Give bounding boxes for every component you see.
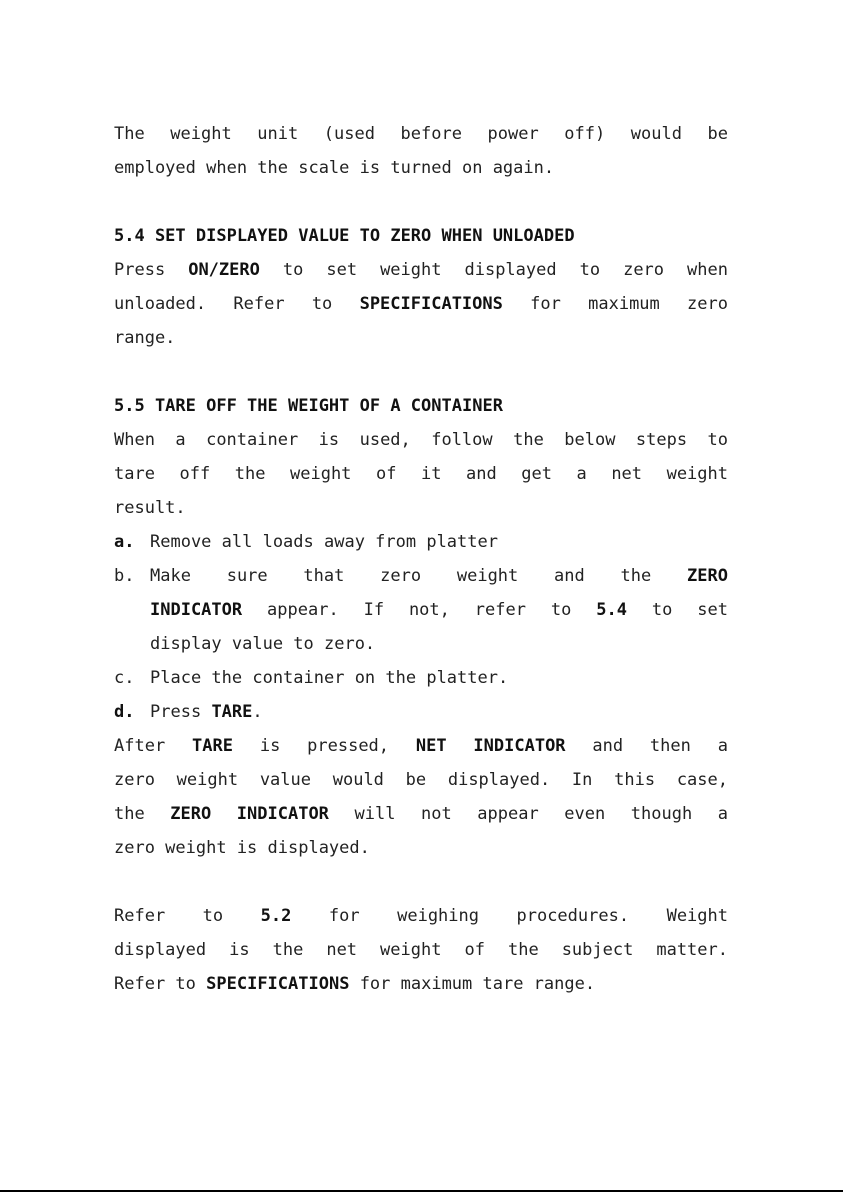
section-5-4-ref: 5.4	[596, 600, 627, 620]
step-a-marker: a.	[114, 532, 135, 552]
section-5-4-line-3: range.	[114, 328, 176, 348]
manual-page	[114, 117, 728, 1001]
after-tare-line-1: After TARE is pressed, NET INDICATOR and then a	[114, 736, 728, 756]
section-5-5-heading: 5.5 TARE OFF THE WEIGHT OF A CONTAINER	[114, 396, 503, 416]
refer-line-2: displayed is the net weight of the subject matter.	[114, 940, 728, 960]
step-c	[114, 661, 728, 695]
net-indicator-ref: NET INDICATOR	[415, 736, 566, 756]
step-b-line-2: INDICATOR appear. If not, refer to 5.4 to set	[150, 600, 728, 620]
after-tare-line-4: zero weight is displayed.	[114, 838, 370, 858]
step-b-marker: b.	[114, 566, 135, 586]
after-tare-line-3: the ZERO INDICATOR will not appear even though a	[114, 804, 728, 824]
step-b-line-3: display value to zero.	[150, 634, 376, 654]
specifications-ref: SPECIFICATIONS	[359, 294, 503, 314]
section-5-5-para-line-1: When a container is used, follow the below steps to	[114, 430, 728, 450]
step-a	[114, 525, 728, 559]
step-d-marker: d.	[114, 702, 135, 722]
step-c-text: Place the container on the platter.	[150, 668, 509, 688]
section-5-2-ref: 5.2	[260, 906, 292, 926]
specifications-ref-2: SPECIFICATIONS	[206, 974, 350, 994]
zero-ref: ZERO	[687, 566, 728, 586]
zero-indicator-ref: ZERO INDICATOR	[170, 804, 329, 824]
section-5-4-heading: 5.4 SET DISPLAYED VALUE TO ZERO WHEN UNLOADED	[114, 226, 575, 246]
step-d-text: Press TARE.	[150, 702, 263, 722]
step-c-marker: c.	[114, 668, 135, 688]
section-5-5-para-line-3: result.	[114, 498, 186, 518]
intro-line-2: employed when the scale is turned on again.	[114, 158, 555, 178]
refer-line-1: Refer to 5.2 for weighing procedures. Weight	[114, 906, 728, 926]
indicator-ref: INDICATOR	[150, 600, 243, 620]
tare-key: TARE	[211, 702, 253, 722]
step-b-line-1: Make sure that zero weight and the ZERO	[150, 566, 728, 586]
step-a-text: Remove all loads away from platter	[150, 532, 498, 552]
section-5-5-para-line-2: tare off the weight of it and get a net weight	[114, 464, 728, 484]
section-5-4-line-1: Press ON/ZERO to set weight displayed to zero when	[114, 260, 728, 280]
section-5-4-line-2: unloaded. Refer to SPECIFICATIONS for maximum zero	[114, 294, 728, 314]
on-zero-key: ON/ZERO	[188, 260, 260, 280]
step-d	[114, 695, 728, 729]
intro-line-1: The weight unit (used before power off) would be	[114, 124, 728, 144]
after-tare-line-2: zero weight value would be displayed. In this case,	[114, 770, 728, 790]
step-b	[114, 559, 728, 593]
refer-line-3: Refer to SPECIFICATIONS for maximum tare range.	[114, 974, 596, 994]
tare-ref: TARE	[192, 736, 233, 756]
